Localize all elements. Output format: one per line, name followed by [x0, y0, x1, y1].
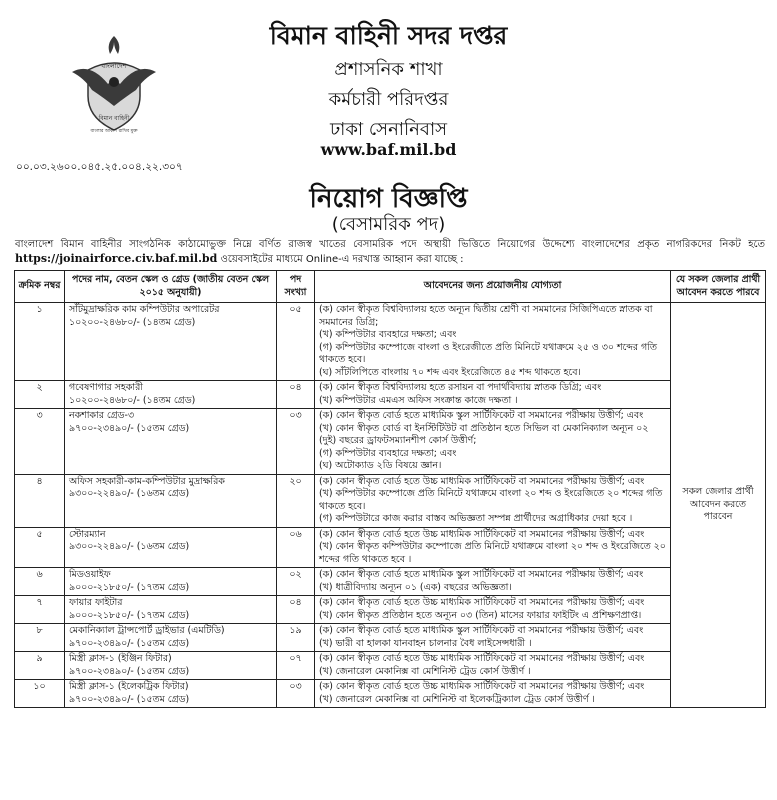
row-serial: ৭ [15, 596, 65, 624]
row-count: ০৪ [277, 381, 315, 409]
organization-title: বিমান বাহিনী সদর দপ্তর [269, 21, 508, 50]
apply-url: https://joinairforce.civ.baf.mil.bd [15, 252, 218, 265]
district-eligibility: সকল জেলার প্রার্থী আবেদন করতে পারবেন [671, 303, 766, 708]
table-row [15, 596, 766, 624]
row-qualification: (ক) কোন স্বীকৃত বোর্ড হতে মাধ্যমিক স্কুল সার্টিফিকেট বা সমমানের পরীক্ষায় উত্তীর্ণ; এবং (খ) ভারী বা হালকা যানবাহন চালনার বৈধ লাইসেন্সধারী । [315, 624, 671, 652]
row-post: সাঁটমুদ্রাক্ষরিক কাম কম্পিউটার অপারেটর ১০২০০-২৪৬৮০/- (১৪তম গ্রেড) [65, 303, 277, 381]
row-serial: ১ [15, 303, 65, 381]
table-row [15, 680, 766, 708]
row-count: ০৩ [277, 680, 315, 708]
emblem-bottom-text: বিমান বাহিনী [98, 115, 130, 122]
intro-text-before: বাংলাদেশ বিমান বাহিনীর সাংগঠনিক কাঠামোভুক্ত নিম্নে বর্ণিত রাজস্ব খাতের বেসামরিক পদে অস্থায়ী ভিত্তিতে নিয়োগের উদ্দেশ্যে বাংলাদেশের প্রকৃত নাগরিকদের নিকট হতে [15, 239, 765, 250]
row-post: মেকানিক্যাল ট্রান্সপোর্ট ড্রাইভার (এমটিডি) ৯৭০০-২৩৪৯০/- (১৫তম গ্রেড) [65, 624, 277, 652]
table-row [15, 409, 766, 475]
row-serial: ১০ [15, 680, 65, 708]
emblem-motto: বাংলার আকাশ রাখিব মুক্ত [90, 129, 138, 134]
row-qualification: (ক) কোন স্বীকৃত বিশ্ববিদ্যালয় হতে অন্যূন দ্বিতীয় শ্রেণী বা সমমানের সিজিপিএতে স্নাতক বা সমমানের ডিগ্রি; (খ) কম্পিউটার ব্যবহারে দক্ষতা; এবং (গ) কম্পিউটার কম্পোজে বাংলা ও ইংরেজীতে প্রতি মিনিটে যথাক্রমে ২৫ ও ৩০ শব্দের গতি থাকতে হবে। (ঘ) সাঁটলিপিতে বাংলায় ৭০ শব্দ এবং ইংরেজিতে ৪৫ শব্দ থাকতে হবে। [315, 303, 671, 381]
row-count: ০৪ [277, 596, 315, 624]
header-district: যে সকল জেলার প্রার্থী আবেদন করতে পারবে [671, 271, 766, 303]
row-qualification: (ক) কোন স্বীকৃত বোর্ড হতে মাধ্যমিক স্কুল সার্টিফিকেট বা সমমানের পরীক্ষায় উত্তীর্ণ; এবং (খ) ধাত্রীবিদ্যায় অন্যূন ০১ (এক) বছরের অভিজ্ঞতা। [315, 568, 671, 596]
row-serial: ৬ [15, 568, 65, 596]
row-count: ০৭ [277, 652, 315, 680]
header-serial: ক্রমিক নম্বর [15, 271, 65, 303]
row-post: গবেষণাগার সহকারী ১০২০০-২৪৬৮০/- (১৪তম গ্রেড) [65, 381, 277, 409]
branch-name: প্রশাসনিক শাখা [334, 59, 443, 80]
table-body [15, 303, 766, 708]
table-header-row [15, 271, 766, 303]
website-text: www.baf.mil.bd [320, 140, 457, 159]
row-serial: ৮ [15, 624, 65, 652]
row-count: ০৫ [277, 303, 315, 381]
row-serial: ৯ [15, 652, 65, 680]
row-qualification: (ক) কোন স্বীকৃত বোর্ড হতে উচ্চ মাধ্যমিক সার্টিফিকেট বা সমমানের পরীক্ষায় উত্তীর্ণ; এবং (খ) কম্পিউটার কম্পোজে প্রতি মিনিটে যথাক্রমে বাংলা ২০ শব্দ ও ইংরেজিতে ২০ শব্দের গতি থাকতে হবে। (গ) কম্পিউটারে কাজ করার বাস্তব অভিজ্ঞতা সম্পন্ন প্রার্থীদের অগ্রাধিকার দেয়া হবে । [315, 474, 671, 527]
row-count: ১৯ [277, 624, 315, 652]
row-serial: ২ [15, 381, 65, 409]
notice-subtitle: (বেসামরিক পদ) [331, 214, 446, 235]
row-qualification: (ক) কোন স্বীকৃত বোর্ড হতে উচ্চ মাধ্যমিক সার্টিফিকেট বা সমমানের পরীক্ষায় উত্তীর্ণ; এবং (খ) কোন স্বীকৃত প্রতিষ্ঠান হতে অন্যূন ০৩ (তিন) মাসের ফায়ার ফাইটিং এ প্রশিক্ষণপ্রাপ্ত। [315, 596, 671, 624]
table-row [15, 474, 766, 527]
row-post: মিডওয়াইফ ৯০০০-২১৮৫০/- (১৭তম গ্রেড) [65, 568, 277, 596]
vacancy-table [14, 270, 766, 708]
row-count: ০৬ [277, 527, 315, 568]
emblem-top-text: বাংলাদেশ [101, 62, 127, 70]
location-name: ঢাকা সেনানিবাস [329, 119, 448, 140]
intro-text-after: ওয়েবসাইটের মাধ্যমে Online-এ দরখাস্ত আহ্বান করা যাচ্ছে : [217, 254, 464, 265]
header-qualification: আবেদনের জন্য প্রয়োজনীয় যোগ্যতা [315, 271, 671, 303]
table-row [15, 568, 766, 596]
row-post: স্টোরম্যান ৯৩০০-২২৪৯০/- (১৬তম গ্রেড) [65, 527, 277, 568]
directorate-name: কর্মচারী পরিদপ্তর [328, 89, 449, 110]
row-qualification: (ক) কোন স্বীকৃত বোর্ড হতে মাধ্যমিক স্কুল সার্টিফিকেট বা সমমানের পরীক্ষায় উত্তীর্ণ; এবং (খ) কোন স্বীকৃত বোর্ড বা ইনস্টিটিউট বা প্রতিষ্ঠান হতে সিভিল বা মেকানিক্যাল অন্যূন ০২ (দুই) বছরের ড্রাফটসম্যানশীপ কোর্স উত্তীর্ণ; (গ) কম্পিউটার ব্যবহারে দক্ষতা; এবং (ঘ) অটোক্যাড ২ডি বিষয়ে জ্ঞান। [315, 409, 671, 475]
header-count: পদ সংখ্যা [277, 271, 315, 303]
memo-number: ০০.০৩.২৬০০.০৪৫.২৫.০০৪.২২.৩০৭ [16, 161, 183, 173]
table-row [15, 303, 766, 381]
row-serial: ৫ [15, 527, 65, 568]
row-post: ফায়ার ফাইটার ৯০০০-২১৮৫০/- (১৭তম গ্রেড) [65, 596, 277, 624]
row-qualification: (ক) কোন স্বীকৃত বিশ্ববিদ্যালয় হতে রসায়ন বা পদার্থবিদ্যায় স্নাতক ডিগ্রি; এবং (খ) কম্পিউটার এমএস অফিস সংক্রান্ত কাজে দক্ষতা । [315, 381, 671, 409]
row-serial: ৩ [15, 409, 65, 475]
row-qualification: (ক) কোন স্বীকৃত বোর্ড হতে উচ্চ মাধ্যমিক সার্টিফিকেট বা সমমানের পরীক্ষায় উত্তীর্ণ; এবং (খ) জেনারেল মেকানিক্স বা মেশিনিস্ট ট্রেড কোর্স উত্তীর্ণ । [315, 652, 671, 680]
notice-title: নিয়োগ বিজ্ঞপ্তি [309, 184, 468, 214]
row-qualification: (ক) কোন স্বীকৃত বোর্ড হতে উচ্চ মাধ্যমিক সার্টিফিকেট বা সমমানের পরীক্ষায় উত্তীর্ণ; এবং (খ) জেনারেল মেকানিক্স বা মেশিনিস্ট বা ইলেকট্রিক্যাল ট্রেড কোর্স উত্তীর্ণ । [315, 680, 671, 708]
row-qualification: (ক) কোন স্বীকৃত বোর্ড হতে উচ্চ মাধ্যমিক সার্টিফিকেট বা সমমানের পরীক্ষায় উত্তীর্ণ; এবং (খ) কোন স্বীকৃত কম্পিউটার কম্পোজে প্রতি মিনিটে যথাক্রমে বাংলা ২০ শব্দ ও ইংরেজিতে ২০ শব্দের গতি থাকতে হবে । [315, 527, 671, 568]
row-serial: ৪ [15, 474, 65, 527]
row-count: ০২ [277, 568, 315, 596]
row-count: ২০ [277, 474, 315, 527]
row-post: মিস্ত্রী ক্লাস-১ (ইলেকট্রিক ফিটার) ৯৭০০-২৩৪৯০/- (১৫তম গ্রেড) [65, 680, 277, 708]
row-count: ০৩ [277, 409, 315, 475]
table-row [15, 652, 766, 680]
intro-paragraph [15, 238, 765, 267]
table-row [15, 527, 766, 568]
row-post: অফিস সহকারী-কাম-কম্পিউটার মুদ্রাক্ষরিক ৯৩০০-২২৪৯০/- (১৬তম গ্রেড) [65, 474, 277, 527]
row-post: নকশাকার গ্রেড-৩ ৯৭০০-২৩৪৯০/- (১৫তম গ্রেড) [65, 409, 277, 475]
row-post: মিস্ত্রী ক্লাস-১ (ইঞ্জিন ফিটার) ৯৭০০-২৩৪৯০/- (১৫তম গ্রেড) [65, 652, 277, 680]
table-row [15, 624, 766, 652]
header-post: পদের নাম, বেতন স্কেল ও গ্রেড (জাতীয় বেতন স্কেল ২০১৫ অনুযায়ী) [65, 271, 277, 303]
table-row [15, 381, 766, 409]
